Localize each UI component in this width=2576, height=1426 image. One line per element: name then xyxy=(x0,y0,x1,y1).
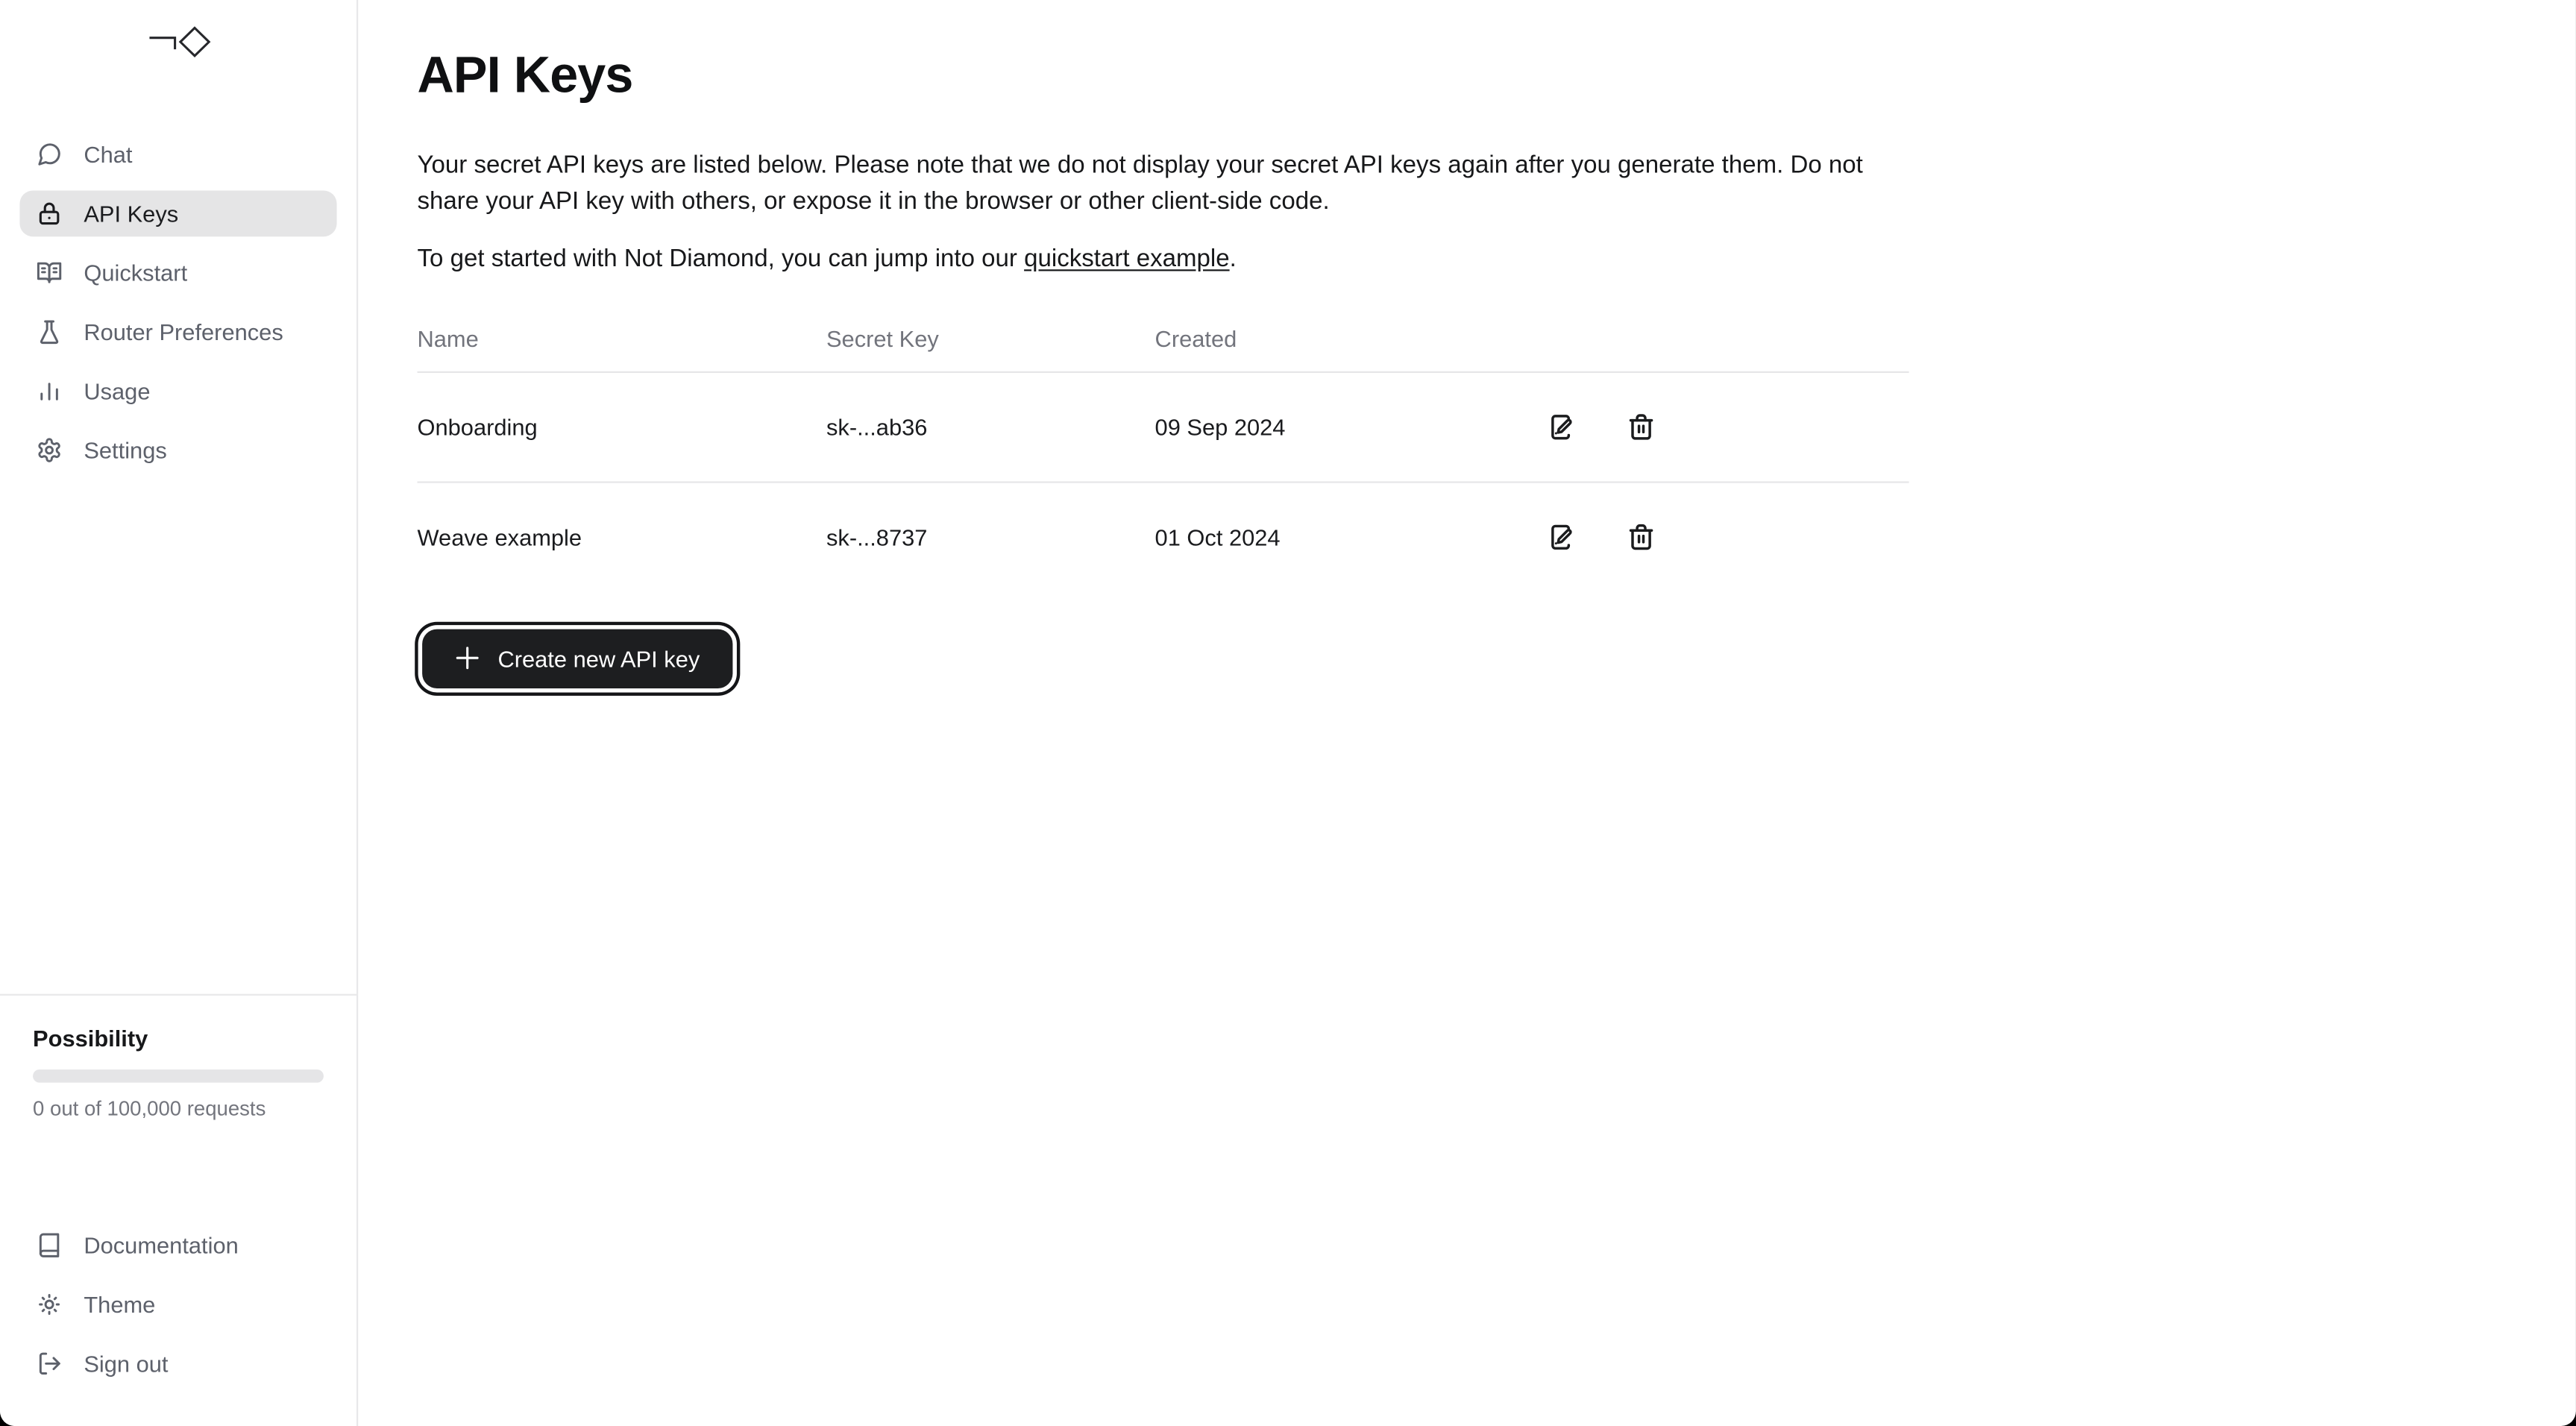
sidebar-item-label: Quickstart xyxy=(84,260,188,286)
trash-icon xyxy=(1627,412,1656,442)
sidebar xyxy=(0,0,358,1426)
book-open-icon xyxy=(36,260,62,286)
sidebar-item-theme[interactable] xyxy=(19,1281,336,1328)
book-icon xyxy=(36,1232,62,1258)
api-keys-table xyxy=(418,324,1909,591)
api-key-secret: sk-...8737 xyxy=(826,523,928,550)
sidebar-item-chat[interactable] xyxy=(19,131,336,178)
flask-icon xyxy=(36,318,62,345)
sidebar-item-label: Sign out xyxy=(84,1350,169,1377)
description-text: Your secret API keys are listed below. Please note that we do not display your secret API keys again after you generate them. Do not share your API key with others, or expose it in the browser or other client-side code. xyxy=(417,151,1863,215)
api-key-row xyxy=(418,372,1909,483)
plus-icon xyxy=(455,646,480,670)
not-diamond-logo-icon xyxy=(145,26,211,59)
column-header-actions xyxy=(1546,324,1909,351)
sun-icon xyxy=(36,1291,62,1317)
sidebar-item-documentation[interactable] xyxy=(19,1222,336,1269)
row-actions xyxy=(1546,412,1909,442)
delete-key-button[interactable] xyxy=(1627,412,1656,442)
sidebar-bottom xyxy=(0,994,356,1426)
row-actions xyxy=(1546,521,1909,551)
api-key-name: Weave example xyxy=(417,523,582,550)
column-header-secret-key: Secret Key xyxy=(826,324,939,351)
sidebar-item-label: API Keys xyxy=(84,200,179,227)
sidebar-item-label: Router Preferences xyxy=(84,318,283,345)
plan-name: Possibility xyxy=(33,1025,148,1052)
sidebar-item-settings[interactable] xyxy=(19,427,336,474)
page-title: API Keys xyxy=(417,45,633,104)
edit-key-button[interactable] xyxy=(1546,412,1576,442)
getting-started-text xyxy=(418,242,2576,277)
create-new-api-key-button[interactable] xyxy=(422,629,732,688)
getting-started-suffix: . xyxy=(1229,245,1237,273)
bar-chart-icon xyxy=(36,378,62,404)
chat-icon xyxy=(36,141,62,167)
api-key-secret: sk-...ab36 xyxy=(826,412,928,440)
delete-key-button[interactable] xyxy=(1627,521,1656,551)
plan-usage-text: 0 out of 100,000 requests xyxy=(33,1097,266,1121)
sidebar-item-label: Documentation xyxy=(84,1232,239,1259)
sidebar-item-label: Chat xyxy=(84,141,133,168)
sidebar-footer-nav xyxy=(19,1222,336,1426)
plan-section xyxy=(0,994,356,1121)
api-key-name: Onboarding xyxy=(417,412,538,440)
main-content xyxy=(358,0,2576,1426)
sidebar-item-quickstart[interactable] xyxy=(19,250,336,296)
edit-icon xyxy=(1546,521,1576,551)
sidebar-item-api-keys[interactable] xyxy=(19,191,336,237)
sidebar-item-usage[interactable] xyxy=(19,368,336,414)
edit-icon xyxy=(1546,412,1576,442)
getting-started-prefix: To get started with Not Diamond, you can jump into our xyxy=(417,245,1025,273)
quickstart-example-link[interactable]: quickstart example xyxy=(1024,245,1230,273)
gear-icon xyxy=(36,437,62,463)
not-diamond-logo xyxy=(145,26,211,59)
api-key-created: 09 Sep 2024 xyxy=(1155,412,1286,440)
sidebar-item-sign-out[interactable] xyxy=(19,1340,336,1386)
trash-icon xyxy=(1627,521,1656,551)
sidebar-item-label: Settings xyxy=(84,436,167,464)
sidebar-item-label: Theme xyxy=(84,1291,156,1318)
column-header-created: Created xyxy=(1155,324,1237,351)
lock-icon xyxy=(36,201,62,227)
sidebar-item-router-preferences[interactable] xyxy=(19,309,336,355)
sidebar-item-label: Usage xyxy=(84,377,151,404)
create-button-label: Create new API key xyxy=(497,644,700,671)
usage-progress-bar xyxy=(33,1070,324,1083)
api-key-created: 01 Oct 2024 xyxy=(1155,523,1281,550)
sidebar-nav xyxy=(19,131,336,486)
table-header xyxy=(418,324,1909,372)
sign-out-icon xyxy=(36,1351,62,1377)
api-key-row xyxy=(418,483,1909,591)
column-header-name: Name xyxy=(417,324,479,351)
edit-key-button[interactable] xyxy=(1546,521,1576,551)
